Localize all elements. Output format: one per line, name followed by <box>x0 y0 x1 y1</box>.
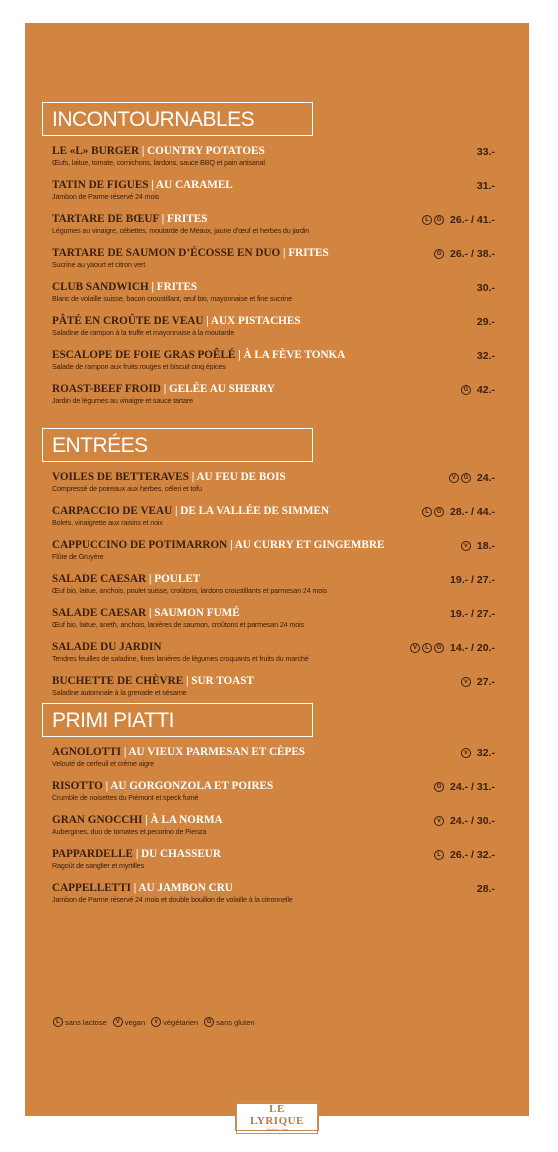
dish-name: BUCHETTE DE CHÈVRE <box>52 675 184 687</box>
dish-title <box>52 471 512 484</box>
dish-price: 32.- <box>476 349 495 362</box>
dish-name: SALADE CAESAR <box>52 607 147 619</box>
dish-price: 29.- <box>476 315 495 328</box>
dish-description: Aubergines, duo de tomates et pecorino de Pienza <box>52 827 207 836</box>
dish-description: Jambon de Parme réservé 24 mois et double bouillon de volaille à la citronnelle <box>52 895 293 904</box>
gluten-free-icon: G <box>434 507 444 517</box>
legend-entry <box>151 1017 198 1027</box>
dish-price: 19.- / 27.- <box>450 573 495 586</box>
dish-subtitle: AU VIEUX PARMESAN ET CÈPES <box>128 746 306 758</box>
lactose-free-icon: L <box>53 1017 63 1027</box>
dish-description: Jambon de Parme réservé 24 mois <box>52 192 160 201</box>
dish-name: GRAN GNOCCHI <box>52 814 143 826</box>
dish-subtitle: GELÉE AU SHERRY <box>168 383 275 395</box>
dish-subtitle: POULET <box>154 573 201 585</box>
separator: | <box>145 814 148 826</box>
gluten-free-icon: G <box>461 473 471 483</box>
legend-label: végétarien <box>163 1017 199 1027</box>
dish-title <box>52 607 512 620</box>
menu-item <box>42 848 512 882</box>
dish-meta <box>449 471 495 484</box>
separator: | <box>206 315 209 327</box>
legend-entry <box>113 1017 145 1027</box>
separator: | <box>174 505 178 517</box>
dish-name: RISOTTO <box>52 780 103 792</box>
gluten-free-icon: G <box>461 385 471 395</box>
dish-description: Jardin de légumes au vinaigre et sauce tartare <box>52 396 193 405</box>
separator: | <box>238 349 241 361</box>
dish-subtitle: SUR TOAST <box>191 675 254 687</box>
menu-item <box>42 349 512 383</box>
dish-subtitle: AUX PISTACHES <box>210 315 301 327</box>
dish-price: 30.- <box>476 281 495 294</box>
dish-name: TATIN DE FIGUES <box>52 179 152 191</box>
gluten-free-icon: G <box>434 782 444 792</box>
menu-item <box>42 641 512 675</box>
dish-price: 26.- / 32.- <box>450 848 495 861</box>
vegan-icon: V <box>410 643 420 653</box>
dish-meta <box>461 746 495 759</box>
separator: | <box>185 675 189 687</box>
separator: | <box>148 573 152 585</box>
dish-name: SALADE CAESAR <box>52 573 147 585</box>
dish-price: 24.- / 31.- <box>450 780 495 793</box>
dish-meta <box>410 641 495 654</box>
dish-price: 28.- <box>476 882 495 895</box>
logo-text: LE LYRIQUE <box>250 1102 304 1127</box>
vegetarian-icon: v <box>434 816 444 826</box>
dish-meta <box>473 145 495 158</box>
menu-items <box>42 471 512 709</box>
dish-meta <box>434 247 495 260</box>
section-title: PRIMI PIATTI <box>42 703 313 737</box>
dish-subtitle: DU CHASSEUR <box>141 848 221 860</box>
menu-item <box>42 505 512 539</box>
dish-meta <box>473 179 495 192</box>
dish-title <box>52 746 512 759</box>
dish-price: 31.- <box>476 179 495 192</box>
separator: | <box>191 471 195 483</box>
dish-description: Œufs, laitue, tomate, cornichons, lardons, sauce BBQ et pain artisanal <box>52 158 265 167</box>
dish-description: Crumble de noisettes du Piémont et speck fumé <box>52 793 199 802</box>
separator: | <box>163 383 167 395</box>
menu-item <box>42 780 512 814</box>
dish-name: PAPPARDELLE <box>52 848 134 860</box>
dish-subtitle: FRITES <box>156 281 198 293</box>
dish-meta <box>422 213 495 226</box>
separator: | <box>161 213 165 225</box>
menu-item <box>42 746 512 780</box>
dish-price: 26.- / 41.- <box>450 213 495 226</box>
dish-meta <box>473 349 495 362</box>
menu-items <box>42 746 512 916</box>
dish-meta <box>434 848 495 861</box>
dish-name: VOILES DE BETTERAVES <box>52 471 189 483</box>
dish-meta <box>473 281 495 294</box>
dish-title <box>52 882 512 895</box>
dish-subtitle: À LA NORMA <box>150 814 223 826</box>
gluten-free-icon: G <box>204 1017 214 1027</box>
dish-price: 32.- <box>476 746 495 759</box>
dish-title <box>52 675 512 688</box>
dish-subtitle: AU FEU DE BOIS <box>196 471 286 483</box>
dish-meta <box>461 383 495 396</box>
legend-entry <box>53 1017 107 1027</box>
vegetarian-icon: v <box>151 1017 161 1027</box>
dish-description: Œuf bio, laitue, aneth, anchois, lanières de saumon, croûtons et parmesan 24 mois <box>52 620 304 629</box>
menu-item <box>42 315 512 349</box>
section-title: INCONTOURNABLES <box>42 102 313 136</box>
dish-description: Œuf bio, laitue, anchois, poulet suisse, croûtons, lardons croustillants et parmesan 24 mois <box>52 586 328 595</box>
dish-subtitle: FRITES <box>167 213 208 225</box>
dish-subtitle: AU CARAMEL <box>156 179 233 191</box>
dish-meta <box>446 607 495 620</box>
dish-title <box>52 573 512 586</box>
vegetarian-icon: v <box>461 677 471 687</box>
dietary-legend <box>53 1017 255 1027</box>
dish-description: Saladine de rampon à la truffe et mayonnaise à la moutarde <box>52 328 235 337</box>
dish-meta <box>446 573 495 586</box>
dish-title <box>52 145 512 158</box>
dish-meta <box>473 882 495 895</box>
dish-name: PÂTÉ EN CROÛTE DE VEAU <box>52 315 204 327</box>
dish-name: CARPACCIO DE VEAU <box>52 505 173 517</box>
menu-panel <box>25 23 529 1116</box>
menu-item <box>42 213 512 247</box>
menu-items <box>42 145 512 417</box>
menu-item <box>42 281 512 315</box>
dish-description: Légumes au vinaigre, cébettes, moutarde de Meaux, jaune d’œuf et herbes du jardin <box>52 226 310 235</box>
lactose-free-icon: L <box>422 643 432 653</box>
gluten-free-icon: G <box>434 643 444 653</box>
legend-label: vegan <box>124 1017 146 1027</box>
dish-description: Tendres feuilles de saladine, fines lanières de légumes croquants et fruits du marché <box>52 654 309 663</box>
dish-subtitle: AU CURRY ET GINGEMBRE <box>234 539 385 551</box>
dish-price: 24.- <box>476 471 495 484</box>
menu-item <box>42 539 512 573</box>
dish-subtitle: DE LA VALLÉE DE SIMMEN <box>180 505 330 517</box>
separator: | <box>105 780 109 792</box>
dish-meta <box>461 675 495 688</box>
dish-name: CAPPELLETTI <box>52 882 131 894</box>
legend-label: sans gluten <box>216 1017 255 1027</box>
dish-title <box>52 281 512 294</box>
dish-title <box>52 315 512 328</box>
dish-subtitle: COUNTRY POTATOES <box>147 145 265 157</box>
separator: | <box>123 746 127 758</box>
section-incontournables <box>42 102 512 417</box>
separator: | <box>151 179 154 191</box>
dish-subtitle: À LA FÈVE TONKA <box>243 349 346 361</box>
dish-meta <box>461 539 495 552</box>
vegan-icon: V <box>113 1017 123 1027</box>
dish-meta <box>434 814 495 827</box>
dish-name: AGNOLOTTI <box>52 746 122 758</box>
gluten-free-icon: G <box>434 249 444 259</box>
menu-item <box>42 471 512 505</box>
logo-subtext: kitchen · bar <box>265 1126 288 1132</box>
dish-description: Salade de rampon aux fruits rouges et biscuit cinq épices <box>52 362 226 371</box>
dish-description: Blanc de volaille suisse, bacon croustillant, œuf bio, mayonnaise et fine sucrine <box>52 294 292 303</box>
vegan-icon: V <box>449 473 459 483</box>
separator: | <box>148 607 152 619</box>
dish-title <box>52 539 512 552</box>
dish-meta <box>434 780 495 793</box>
lactose-free-icon: L <box>434 850 444 860</box>
menu-item <box>42 179 512 213</box>
dish-meta <box>473 315 495 328</box>
dish-price: 24.- / 30.- <box>450 814 495 827</box>
dish-description: Compressé de poireaux aux herbes, céleri et tofu <box>52 484 202 493</box>
dish-description: Bolets, vinaigrette aux raisins et noix <box>52 518 163 527</box>
dish-name: SALADE DU JARDIN <box>52 641 162 653</box>
section-entrees <box>42 428 512 709</box>
dish-name: ESCALOPE DE FOIE GRAS POÊLÉ <box>52 349 236 361</box>
menu-item <box>42 383 512 417</box>
dish-name: CLUB SANDWICH <box>52 281 149 293</box>
dish-price: 14.- / 20.- <box>450 641 495 654</box>
dish-description: Saladine automnale à la grenade et sésame <box>52 688 187 697</box>
separator: | <box>141 145 145 157</box>
dish-description: Flûte de Gruyère <box>52 552 104 561</box>
menu-item <box>42 573 512 607</box>
lactose-free-icon: L <box>422 507 432 517</box>
section-title: ENTRÉES <box>42 428 313 462</box>
dish-name: CAPPUCCINO DE POTIMARRON <box>52 539 228 551</box>
dish-price: 26.- / 38.- <box>450 247 495 260</box>
separator: | <box>230 539 233 551</box>
gluten-free-icon: G <box>434 215 444 225</box>
vegetarian-icon: v <box>461 541 471 551</box>
dish-meta <box>422 505 495 518</box>
dish-name: TARTARE DE SAUMON D’ÉCOSSE EN DUO <box>52 247 281 259</box>
dish-name: TARTARE DE BŒUF <box>52 213 159 225</box>
menu-item <box>42 145 512 179</box>
dish-subtitle: SAUMON FUMÉ <box>154 607 240 619</box>
legend-label: sans lactose <box>65 1017 107 1027</box>
dish-title <box>52 383 512 396</box>
separator: | <box>283 247 286 259</box>
dish-title <box>52 179 512 192</box>
dish-description: Ragoût de sanglier et myrtilles <box>52 861 145 870</box>
dish-title <box>52 349 512 362</box>
legend-entry <box>204 1017 254 1027</box>
menu-item <box>42 247 512 281</box>
menu-item <box>42 882 512 916</box>
dish-subtitle: AU GORGONZOLA ET POIRES <box>110 780 274 792</box>
separator: | <box>151 281 154 293</box>
vegetarian-icon: v <box>461 748 471 758</box>
dish-price: 33.- <box>476 145 495 158</box>
dish-description: Sucrine au yaourt et citron vert <box>52 260 146 269</box>
separator: | <box>133 882 137 894</box>
dish-subtitle: FRITES <box>288 247 329 259</box>
dish-name: LE «L» BURGER <box>52 145 140 157</box>
dish-price: 42.- <box>476 383 495 396</box>
menu-item <box>42 814 512 848</box>
dish-price: 27.- <box>476 675 495 688</box>
menu-item <box>42 607 512 641</box>
dish-subtitle: AU JAMBON CRU <box>138 882 233 894</box>
dish-price: 28.- / 44.- <box>450 505 495 518</box>
section-primi-piatti <box>42 703 512 916</box>
dish-name: ROAST-BEEF FROID <box>52 383 161 395</box>
separator: | <box>135 848 139 860</box>
lactose-free-icon: L <box>422 215 432 225</box>
dish-price: 19.- / 27.- <box>450 607 495 620</box>
le-lyrique-logo <box>235 1103 319 1131</box>
dish-description: Velouté de cerfeuil et crème aigre <box>52 759 154 768</box>
dish-price: 18.- <box>476 539 495 552</box>
